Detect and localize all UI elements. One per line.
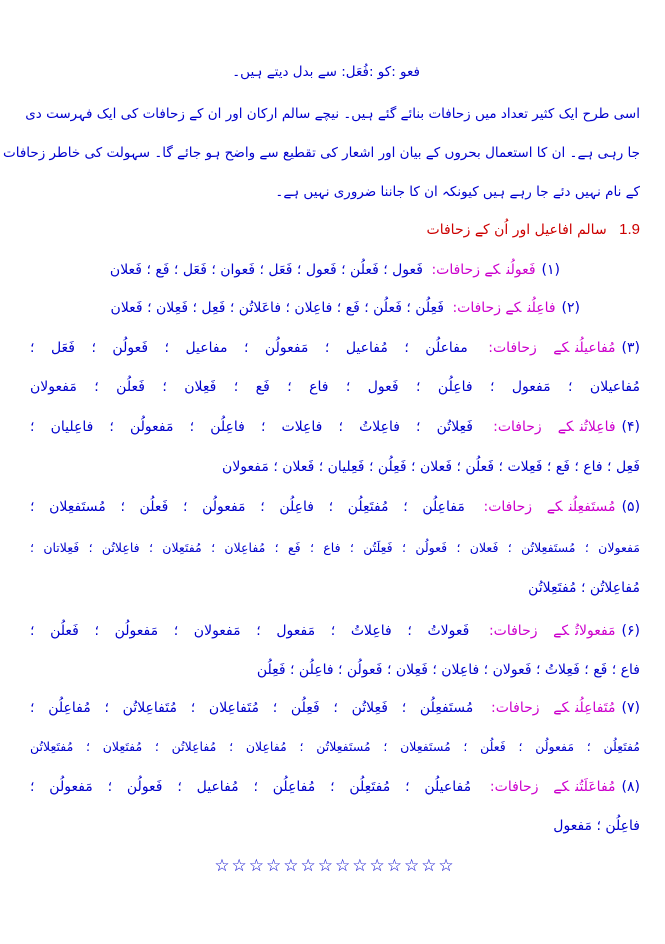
entry-variants: فَعول ؛ فَعلُن ؛ فَعول ؛ فَعَل ؛ فَعوان ؛ فَعَل ؛ فَع ؛ فَعلان	[109, 262, 423, 278]
entry-5-cont-1: مَفعولان ؛ مُستَفعِلاتُن ؛ فَعلان ؛ فَعولُن ؛ فَعِلَتُن ؛ فاع ؛ فَع ؛ مُفاعِلان ؛ مُفتَعِلان ؛ فاعِلاتُن ؛ فَعِلاتان ؛	[30, 540, 640, 555]
entry-number: (۶)	[621, 623, 640, 639]
entry-name: مُفاعیلُن	[575, 340, 616, 356]
section-number: 1.9	[619, 221, 640, 238]
entry-name: فَعولُن	[506, 262, 536, 278]
entry-6-cont-1: فاع ؛ فَع ؛ فَعِلاتُ ؛ فَعولان ؛ فاعِلان ؛ فَعِلان ؛ فَعولُن ؛ فاعِلُن ؛ فَعِلُن	[256, 662, 640, 678]
entry-number: (۳)	[621, 340, 641, 356]
entry-8-cont-1: فاعِلُن ؛ مَفعول	[553, 818, 640, 834]
entry-4	[30, 417, 640, 437]
entry-name: فاعِلاتُن	[579, 419, 616, 435]
entry-8	[30, 777, 640, 797]
entry-suffix: کے زحافات:	[488, 623, 570, 639]
section-heading	[30, 220, 640, 240]
entry-variants: فَعِلُن ؛ فَعلُن ؛ فَع ؛ فاعِلان ؛ فاعَلاتُن ؛ فَعِل ؛ فَعِلان ؛ فَعلان	[110, 300, 444, 316]
entry-number: (۱)	[541, 262, 560, 278]
entry-suffix: کے زحافات:	[483, 499, 563, 515]
entry-suffix: کے زحافات:	[452, 300, 522, 316]
intro-line-1: فعو :کو :فُعَل: سے بدل دیتے ہیں۔	[232, 64, 420, 80]
entry-1	[110, 260, 560, 280]
entry-number: (۲)	[561, 300, 580, 316]
entry-name: مُستَفعِلُن	[568, 499, 616, 515]
entry-number: (۸)	[621, 779, 640, 795]
intro-line-4: کے نام نہیں دئے جا رہے ہیں کیونکہ ان کا جاننا ضروری نہیں ہے۔	[275, 184, 640, 200]
entry-5-cont-2: مُفاعِلاتُن ؛ مُفتَعِلاتُن	[528, 580, 640, 596]
entry-suffix: کے زحافات:	[491, 700, 570, 716]
entry-suffix: کے زحافات:	[431, 262, 501, 278]
entry-6	[30, 621, 640, 641]
entry-7-cont-1: مُفتَعِلُن ؛ مَفعولُن ؛ فَعلُن ؛ مُستَفعِلان ؛ مُستَفعِلاتُن ؛ مُفاعِلان ؛ مُفاعِلاتُن ؛ مُفتَعِلان ؛ مُفتَعِلاتُن	[30, 739, 640, 754]
entry-name: مُفاعَلَتُن	[575, 779, 616, 795]
entry-number: (۷)	[621, 700, 640, 716]
star-divider: ☆☆☆☆☆☆☆☆☆☆☆☆☆☆	[214, 856, 456, 876]
entry-suffix: کے زحافات:	[488, 340, 570, 356]
entry-variants: مفاعلُن ؛ مُفاعیل ؛ مَفعولُن ؛ مفاعیل ؛ فَعولُن ؛ فَعَل ؛	[30, 340, 468, 356]
entry-7	[30, 698, 640, 718]
entry-suffix: کے زحافات:	[493, 419, 574, 435]
entry-variants: فَعِلاتُن ؛ فاعِلاتُ ؛ فاعِلات ؛ فاعِلُن ؛ مَفعولُن ؛ فاعِلیان ؛	[30, 419, 473, 435]
entry-3-cont-1: مُفاعیلان ؛ مَفعول ؛ فاعِلُن ؛ فَعول ؛ فاع ؛ فَع ؛ فَعِلان ؛ فَعلُن ؛ مَفعولان	[30, 379, 640, 395]
entry-variants: مُستَفعِلُن ؛ فَعِلاتُن ؛ فَعِلُن ؛ مُتَفاعِلان ؛ مُتَفاعِلاتُن ؛ مُفاعِلُن ؛	[30, 700, 474, 716]
entry-number: (۵)	[621, 499, 641, 515]
entry-5	[30, 497, 640, 517]
entry-name: مُتَفاعِلُن	[575, 700, 616, 716]
intro-line-2: اسی طرح ایک کثیر تعداد میں زحافات بنائے گئے ہیں۔ نیچے سالم ارکان اور ان کے زحافات کی ایک فہرست دی	[25, 106, 640, 122]
entry-name: مَفعولاتُ	[575, 623, 616, 639]
entry-3	[30, 338, 640, 358]
entry-variants: مَفاعِلُن ؛ مُفتَعِلُن ؛ فاعِلُن ؛ مَفعولُن ؛ فَعلُن ؛ مُستَفعِلان ؛	[30, 499, 465, 515]
entry-2	[111, 298, 580, 318]
entry-variants: مُفاعیلُن ؛ مُفتَعِلُن ؛ مُفاعِلُن ؛ مُفاعیل ؛ فَعولُن ؛ مَفعولُن ؛	[30, 779, 472, 795]
entry-variants: فَعولاتُ ؛ فاعِلاتُ ؛ مَفعول ؛ مَفعولان ؛ مَفعولُن ؛ فَعلُن ؛	[30, 623, 470, 639]
entry-4-cont-1: فَعِل ؛ فاع ؛ فَع ؛ فَعِلات ؛ فَعلُن ؛ فَعلان ؛ فَعِلُن ؛ فَعِلیان ؛ فَعلان ؛ مَفعولان	[222, 459, 640, 475]
entry-suffix: کے زحافات:	[489, 779, 570, 795]
intro-line-3: جا رہی ہے۔ ان کا استعمال بحروں کے بیان اور اشعار کی تقطیع سے واضح ہو جائے گا۔ سہولت کی خاطر زحافات	[3, 145, 640, 161]
entry-name: فاعِلُن	[527, 300, 556, 316]
section-title: سالم افاعیل اور اُن کے زحافات	[426, 222, 607, 238]
entry-number: (۴)	[621, 419, 641, 435]
